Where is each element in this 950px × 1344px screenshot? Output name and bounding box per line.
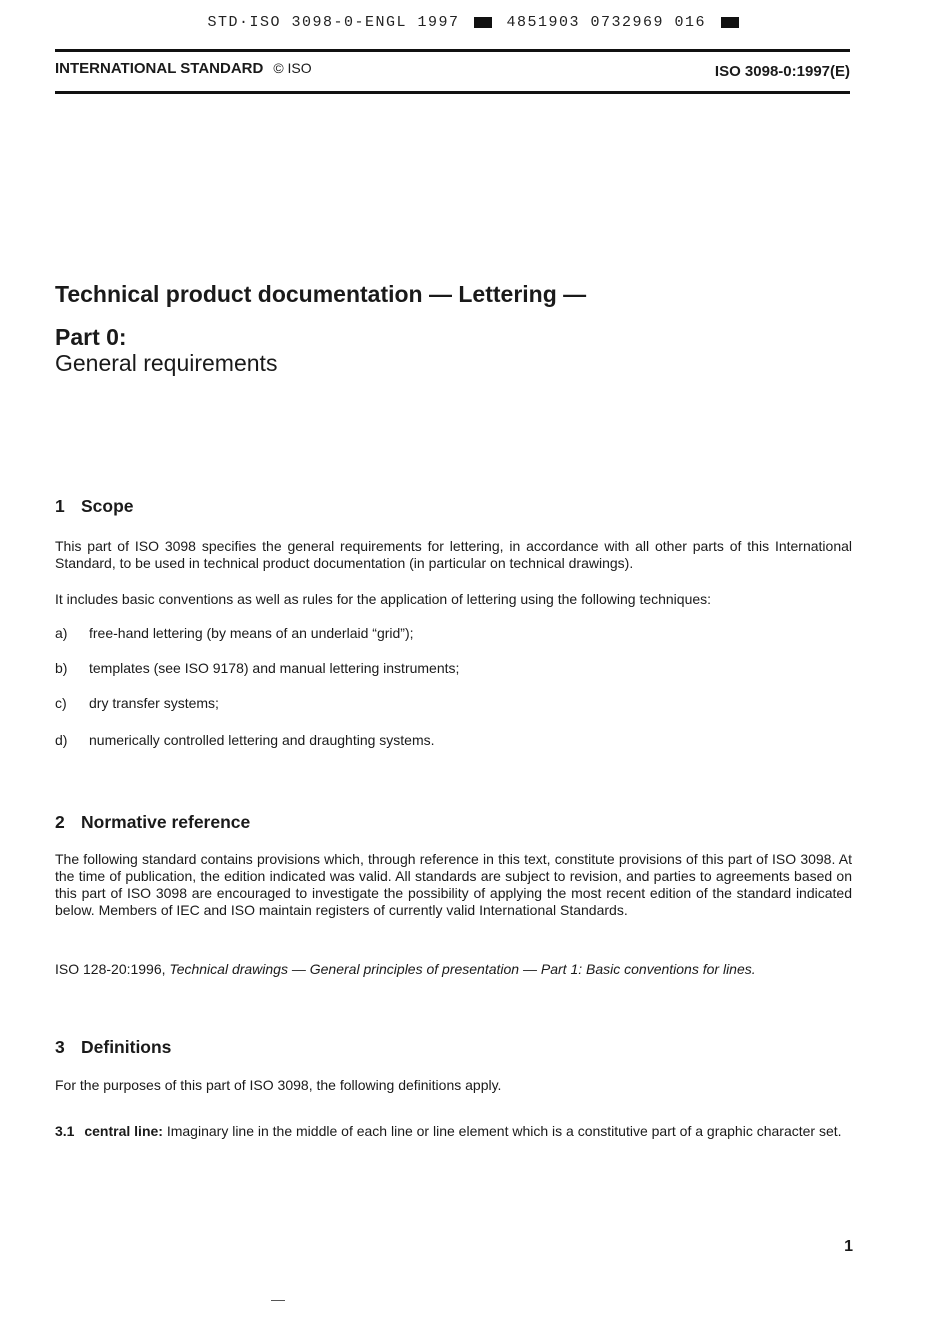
section-heading-scope [55,496,134,517]
normative-paragraph: The following standard contains provisions which, through reference in this text, constitute provisions of this part of ISO 3098. At the time of publication, the edition indicated was valid. All standards are subject to revision, and parties to agreements based on this part of ISO 3098 are encouraged to investigate the possibility of applying the most recent edition of the standard indicated below. Members of IEC and ISO maintain registers of currently valid International Standards. [55,851,852,918]
list-marker: b) [55,660,68,676]
section-number: 3 [55,1037,65,1057]
document-title: Technical product documentation — Lettering — [55,281,587,307]
document-part: Part 0: [55,324,127,350]
standard-label [55,60,312,77]
scan-block-2 [721,17,739,28]
list-marker: d) [55,732,68,748]
scan-header-left: STD·ISO 3098-0-ENGL 1997 [207,14,460,31]
list-item [55,695,219,712]
copyright-text: © ISO [273,60,312,76]
reference-title: Technical drawings — General principles of presentation — Part 1: Basic conventions for lines. [169,961,756,977]
section-number: 2 [55,812,65,832]
section-title: Normative reference [81,812,251,832]
section-title: Definitions [81,1037,172,1057]
definition-text: Imaginary line in the middle of each line or line element which is a constitutive part of a graphic character set. [166,1123,842,1139]
header-rule-bottom [55,91,850,94]
scope-paragraph-2: It includes basic conventions as well as rules for the application of lettering using the following techniques: [55,591,712,607]
definition-number: 3.1 [55,1123,75,1139]
section-heading-definitions [55,1037,171,1058]
list-marker: c) [55,695,67,711]
list-text: dry transfer systems; [89,695,219,711]
scan-header-middle: 4851903 0732969 016 [506,14,707,31]
section-heading-normative [55,812,250,833]
definition-entry [55,1123,852,1140]
list-text: templates (see ISO 9178) and manual lettering instruments; [89,660,460,676]
page-number: 1 [844,1238,853,1255]
standard-label-text: INTERNATIONAL STANDARD [55,60,264,77]
scope-paragraph-1: This part of ISO 3098 specifies the general requirements for lettering, in accordance with all other parts of this International Standard, to be used in technical product documentation (in particular on technical drawings). [55,538,852,571]
standard-designation: ISO 3098-0:1997(E) [714,63,850,80]
document-subtitle: General requirements [55,350,278,376]
section-title: Scope [81,496,134,516]
normative-reference [55,961,852,978]
definition-term: central line: [84,1123,163,1139]
scan-header [0,14,950,31]
list-item [55,625,414,642]
list-text: free-hand lettering (by means of an underlaid “grid”); [89,625,414,641]
list-item [55,732,435,749]
header-rule-top [55,49,850,52]
definitions-paragraph: For the purposes of this part of ISO 3098, the following definitions apply. [55,1077,502,1093]
list-item [55,660,459,677]
scan-speck [271,1300,285,1301]
scan-block-1 [474,17,492,28]
list-text: numerically controlled lettering and draughting systems. [89,732,435,748]
reference-code: ISO 128-20:1996, [55,961,166,977]
section-number: 1 [55,496,65,516]
list-marker: a) [55,625,68,641]
